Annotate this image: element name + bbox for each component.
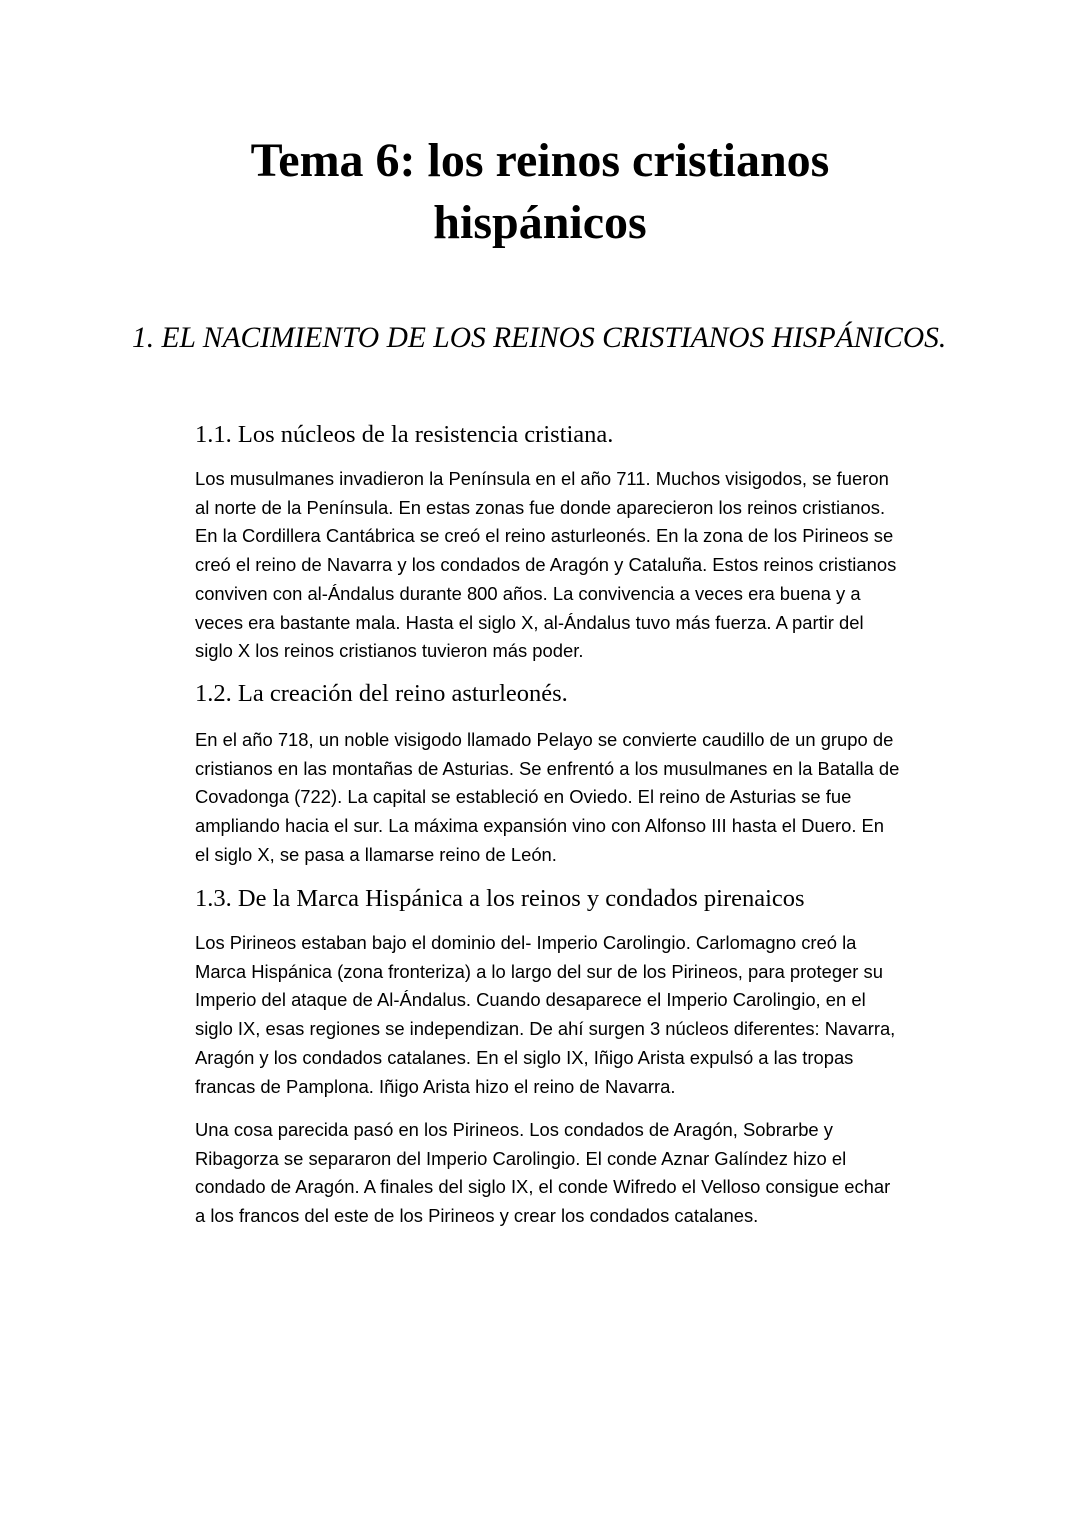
paragraph-line: En el año 718, un noble visigodo llamado Pelayo se convierte caudillo de un grupo de xyxy=(195,729,894,750)
paragraph-line: siglo X los reinos cristianos tuvieron más poder. xyxy=(195,640,584,662)
title-line-1: Tema 6: los reinos cristianos xyxy=(250,134,830,187)
subsection-heading-1-2: 1.2. La creación del reino asturleonés. xyxy=(195,680,568,707)
paragraph-line: Una cosa parecida pasó en los Pirineos. Los condados de Aragón, Sobrarbe y xyxy=(195,1119,833,1140)
paragraph-line: francas de Pamplona. Iñigo Arista hizo el reino de Navarra. xyxy=(195,1075,676,1097)
paragraph-line: Aragón y los condados catalanes. En el siglo IX, Iñigo Arista expulsó a las tropas xyxy=(195,1046,854,1068)
paragraph-line: cristianos en las montañas de Asturias. Se enfrentó a los musulmanes en la Batalla de xyxy=(195,757,900,779)
paragraph-line: conviven con al-Ándalus durante 800 años. La convivencia a veces era buena y a xyxy=(195,582,861,604)
paragraph-line: Ribagorza se separaron del Imperio Carolingio. El conde Aznar Galíndez hizo el xyxy=(195,1147,847,1169)
paragraph-line: ampliando hacia el sur. La máxima expansión vino con Alfonso III hasta el Duero. En xyxy=(195,815,885,837)
subsection-heading-1-1: 1.1. Los núcleos de la resistencia cristiana. xyxy=(195,421,614,448)
paragraph-line: Imperio del ataque de Al-Ándalus. Cuando desaparece el Imperio Carolingio, en el xyxy=(195,989,866,1011)
subsection-heading-1-3: 1.3. De la Marca Hispánica a los reinos y condados pirenaicos xyxy=(195,885,805,912)
paragraph-1-3-b xyxy=(195,1116,965,1231)
paragraph-line: En la Cordillera Cantábrica se creó el reino asturleonés. En la zona de los Pirineos se xyxy=(195,525,894,547)
title-line-2: hispánicos xyxy=(433,196,647,249)
paragraph-line: condado de Aragón. A finales del siglo IX, el conde Wifredo el Velloso consigue echar xyxy=(195,1176,891,1198)
paragraph-line: al norte de la Península. En estas zonas fue donde aparecieron los reinos cristianos. xyxy=(195,496,886,518)
paragraph-1-3-a xyxy=(195,929,965,1101)
paragraph-1-1 xyxy=(195,465,965,666)
paragraph-line: veces era bastante mala. Hasta el siglo X, al-Ándalus tuvo más fuerza. A partir del xyxy=(195,611,864,633)
paragraph-line: creó el reino de Navarra y los condados de Aragón y Cataluña. Estos reinos cristianos xyxy=(195,554,897,576)
section-heading: 1. EL NACIMIENTO DE LOS REINOS CRISTIANOS HISPÁNICOS. xyxy=(132,322,947,354)
paragraph-line: Los musulmanes invadieron la Península en el año 711. Muchos visigodos, se fueron xyxy=(195,468,889,489)
paragraph-line: el siglo X, se pasa a llamarse reino de León. xyxy=(195,843,557,865)
paragraph-line: siglo IX, esas regiones se independizan. De ahí surgen 3 núcleos diferentes: Navarra, xyxy=(195,1018,896,1040)
paragraph-line: Marca Hispánica (zona fronteriza) a lo largo del sur de los Pirineos, para proteger su xyxy=(195,960,883,982)
document-title xyxy=(140,130,940,254)
paragraph-1-2 xyxy=(195,726,965,870)
paragraph-line: a los francos del este de los Pirineos y crear los condados catalanes. xyxy=(195,1205,759,1227)
paragraph-line: Covadonga (722). La capital se estableció en Oviedo. El reino de Asturias se fue xyxy=(195,786,852,808)
paragraph-line: Los Pirineos estaban bajo el dominio del- Imperio Carolingio. Carlomagno creó la xyxy=(195,932,857,953)
